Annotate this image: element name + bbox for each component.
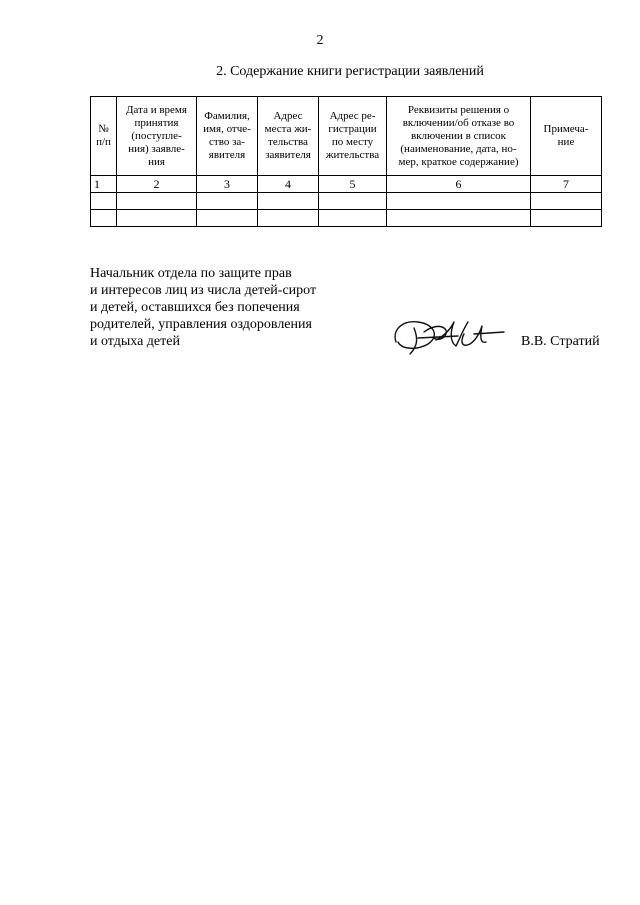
- header-cell-note: [531, 97, 602, 176]
- column-number-cell: 6: [387, 176, 531, 193]
- header-line: имя, отче-: [203, 123, 251, 135]
- table-cell: [117, 210, 197, 227]
- header-line: Адрес ре-: [329, 110, 376, 122]
- header-cell-date: [117, 97, 197, 176]
- table-cell: [91, 210, 117, 227]
- header-line: Фамилия,: [204, 110, 250, 122]
- table-cell: [387, 193, 531, 210]
- header-line: Примеча-: [543, 123, 589, 135]
- header-line: принятия: [134, 116, 179, 129]
- header-line: включении в список: [411, 129, 506, 142]
- table-cell: [91, 193, 117, 210]
- column-number-cell: 5: [319, 176, 387, 193]
- table-cell: [531, 210, 602, 227]
- column-number-row: [91, 176, 602, 193]
- header-line: №: [98, 123, 109, 135]
- header-cell-decision-details: [387, 97, 531, 176]
- position-line: Начальник отдела по защите прав: [90, 266, 292, 281]
- table-header-row: [91, 97, 602, 176]
- header-line: жительства: [325, 149, 380, 161]
- position-line: и интересов лиц из числа детей-сирот: [90, 283, 317, 298]
- header-line: явителя: [208, 149, 246, 161]
- header-line: ния) заявле-: [128, 142, 185, 155]
- header-line: п/п: [96, 136, 111, 148]
- position-line: родителей, управления оздоровления: [90, 317, 312, 332]
- column-number-cell: 3: [197, 176, 258, 193]
- registration-book-table: [90, 96, 602, 227]
- header-cell-registration-address: [319, 97, 387, 176]
- section-title: 2. Содержание книги регистрации заявлений: [216, 64, 484, 79]
- signer-position: [90, 265, 350, 350]
- table-cell: [258, 193, 319, 210]
- table-row: [91, 210, 602, 227]
- header-line: гистрации: [328, 123, 377, 135]
- header-line: (наименование, дата, но-: [400, 142, 517, 155]
- header-line: тельства: [268, 136, 308, 148]
- table-cell: [197, 210, 258, 227]
- header-line: ния: [148, 155, 165, 168]
- header-line: ство за-: [209, 136, 245, 148]
- position-line: и отдыха детей: [90, 334, 180, 349]
- table-cell: [531, 193, 602, 210]
- page-number: 2: [316, 33, 324, 48]
- column-number-cell: 1: [91, 176, 117, 193]
- column-number-cell: 7: [531, 176, 602, 193]
- table-cell: [319, 210, 387, 227]
- header-line: Реквизиты решения о: [407, 103, 510, 116]
- signer-name: В.В. Стратий: [521, 334, 600, 349]
- handwritten-signature: [388, 312, 508, 360]
- header-line: заявителя: [265, 149, 311, 161]
- header-line: (поступле-: [131, 129, 182, 142]
- header-cell-name: [197, 97, 258, 176]
- column-number-cell: 4: [258, 176, 319, 193]
- table-cell: [117, 193, 197, 210]
- header-line: Адрес: [273, 110, 303, 122]
- table-row: [91, 193, 602, 210]
- header-line: места жи-: [264, 123, 312, 135]
- header-line: мер, краткое содержание): [398, 155, 519, 168]
- header-line: по месту: [331, 136, 374, 148]
- header-line: ние: [557, 136, 575, 148]
- header-line: Дата и время: [126, 103, 187, 116]
- header-cell-number: [91, 97, 117, 176]
- position-line: и детей, оставшихся без попечения: [90, 300, 300, 315]
- table-cell: [387, 210, 531, 227]
- table-cell: [319, 193, 387, 210]
- column-number-cell: 2: [117, 176, 197, 193]
- header-cell-residence-address: [258, 97, 319, 176]
- table-cell: [197, 193, 258, 210]
- table-cell: [258, 210, 319, 227]
- header-line: включении/об отказе во: [402, 116, 515, 129]
